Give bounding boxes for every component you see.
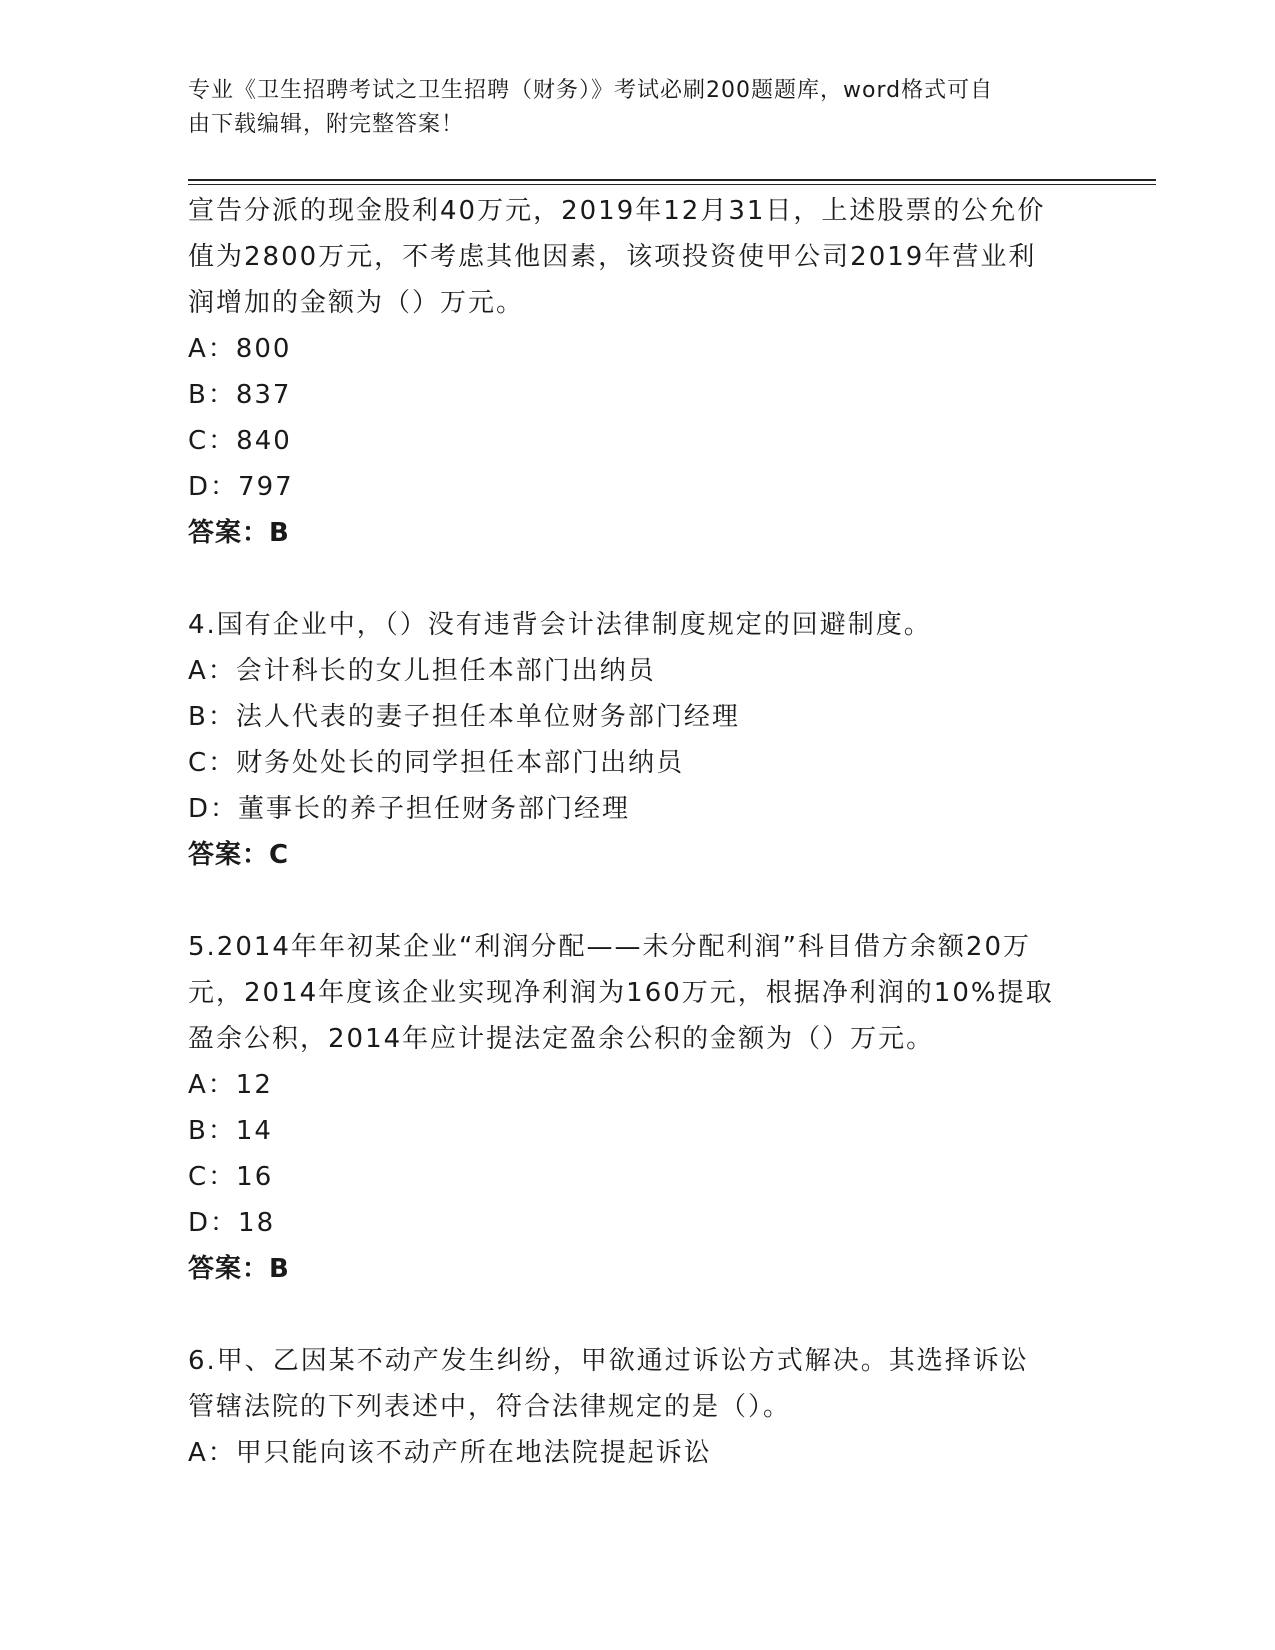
spacer: [188, 878, 1088, 924]
question-6: [188, 1338, 1088, 1476]
option-d: D：18: [188, 1208, 276, 1238]
question-stem-line: 元，2014年度该企业实现净利润为160万元，根据净利润的10%提取: [188, 978, 1054, 1008]
header-line-1: 专业《卫生招聘考试之卫生招聘（财务）》考试必刷200题题库，word格式可自: [188, 78, 994, 103]
question-stem-line: 值为2800万元，不考虑其他因素，该项投资使甲公司2019年营业利: [188, 242, 1037, 272]
option-c: C：财务处处长的同学担任本部门出纳员: [188, 748, 685, 778]
question-stem-line: 6.甲、乙因某不动产发生纠纷，甲欲通过诉讼方式解决。其选择诉讼: [188, 1346, 1029, 1376]
header-divider-thin: [188, 184, 1156, 185]
option-d: D：董事长的养子担任财务部门经理: [188, 794, 631, 824]
option-a: A：甲只能向该不动产所在地法院提起诉讼: [188, 1438, 712, 1468]
option-a: A：12: [188, 1070, 273, 1100]
option-c: C：16: [188, 1162, 274, 1192]
question-stem-line: 管辖法院的下列表述中，符合法律规定的是（）。: [188, 1392, 792, 1422]
answer-label: 答案：B: [188, 1254, 290, 1284]
answer-label: 答案：B: [188, 518, 290, 548]
question-4: [188, 602, 1088, 878]
answer-label: 答案：C: [188, 840, 290, 870]
question-stem-line: 盈余公积，2014年应计提法定盈余公积的金额为（）万元。: [188, 1024, 935, 1054]
question-stem-line: 5.2014年年初某企业“利润分配——未分配利润”科目借方余额20万: [188, 932, 1031, 962]
question-3: [188, 188, 1088, 556]
option-a: A：会计科长的女儿担任本部门出纳员: [188, 656, 656, 686]
option-c: C：840: [188, 426, 292, 456]
header-divider-thick: [188, 179, 1156, 181]
spacer: [188, 1292, 1088, 1338]
document-header: [188, 74, 1088, 142]
option-b: B：837: [188, 380, 292, 410]
option-a: A：800: [188, 334, 292, 364]
spacer: [188, 556, 1088, 602]
question-content: [188, 188, 1088, 1476]
question-stem-line: 4.国有企业中，（）没有违背会计法律制度规定的回避制度。: [188, 610, 932, 640]
question-5: [188, 924, 1088, 1292]
option-d: D：797: [188, 472, 294, 502]
option-b: B：14: [188, 1116, 273, 1146]
option-b: B：法人代表的妻子担任本单位财务部门经理: [188, 702, 740, 732]
question-stem-line: 润增加的金额为（）万元。: [188, 288, 525, 318]
question-stem-line: 宣告分派的现金股利40万元，2019年12月31日，上述股票的公允价: [188, 196, 1046, 226]
header-line-2: 由下载编辑，附完整答案！: [188, 112, 465, 137]
